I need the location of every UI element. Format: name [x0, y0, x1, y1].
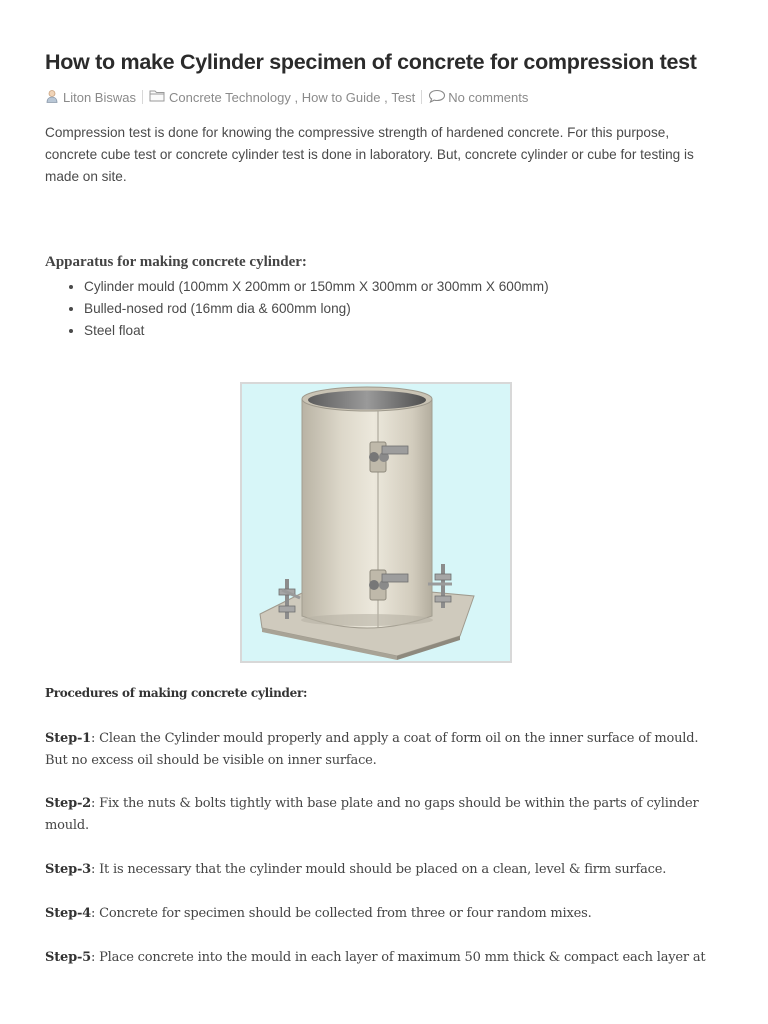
meta-divider: [142, 90, 143, 104]
step-paragraph: Step-3: It is necessary that the cylinder mould should be placed on a clean, level & firm surface.: [45, 862, 667, 877]
step-label: Step-1: [45, 731, 91, 746]
procedures-heading: Procedures of making concrete cylinder:: [45, 686, 308, 700]
comment-icon: [428, 89, 446, 106]
step-paragraph: Step-2: Fix the nuts & bolts tightly with base plate and no gaps should be within the parts of cylinder mould.: [45, 796, 699, 833]
step-text: Concrete for specimen should be collected from three or four random mixes.: [99, 906, 592, 921]
user-icon: [45, 89, 59, 106]
category-separator: ,: [290, 89, 302, 105]
cylinder-mould-image: [240, 382, 512, 663]
step-label: Step-3: [45, 862, 91, 877]
category-link[interactable]: Test: [391, 89, 416, 105]
intro-paragraph: Compression test is done for knowing the compressive strength of hardened concrete. For this purpose, concrete cube test or concrete cylinder test is done in laboratory. But, concrete cylinder or cube for testing is made on site.: [45, 125, 694, 184]
step-text: Fix the nuts & bolts tightly with base plate and no gaps should be within the parts of cylinder mould.: [45, 796, 699, 833]
step-label: Step-4: [45, 906, 91, 921]
step-label: Step-2: [45, 796, 91, 811]
meta-divider: [421, 90, 422, 104]
step-paragraph: Step-1: Clean the Cylinder mould properly and apply a coat of form oil on the inner surface of mould. But no excess oil should be visible on inner surface.: [45, 731, 699, 768]
apparatus-list: [45, 276, 549, 342]
list-item: • Steel float: [84, 320, 549, 342]
author-link[interactable]: Liton Biswas: [63, 89, 136, 105]
step-text: It is necessary that the cylinder mould should be placed on a clean, level & firm surface.: [99, 862, 667, 877]
step-label: Step-5: [45, 950, 91, 965]
article-title: How to make Cylinder specimen of concrete for compression test: [45, 50, 697, 74]
step-paragraph: Step-5: Place concrete into the mould in each layer of maximum 50 mm thick & compact each layer at: [45, 950, 706, 965]
step-text: Place concrete into the mould in each layer of maximum 50 mm thick & compact each layer at: [99, 950, 706, 965]
list-item: • Bulled-nosed rod (16mm dia & 600mm long): [84, 298, 549, 320]
apparatus-heading: Apparatus for making concrete cylinder:: [45, 254, 307, 270]
category-link[interactable]: How to Guide: [301, 89, 381, 105]
post-meta: [45, 88, 528, 106]
category-link[interactable]: Concrete Technology: [168, 89, 291, 105]
step-text: Clean the Cylinder mould properly and apply a coat of form oil on the inner surface of mould. But no excess oil should be visible on inner surface.: [45, 731, 699, 768]
step-paragraph: Step-4: Concrete for specimen should be collected from three or four random mixes.: [45, 906, 592, 921]
category-separator: ,: [380, 89, 392, 105]
folder-icon: [149, 89, 165, 105]
comments-link[interactable]: No comments: [448, 89, 529, 105]
list-item: • Cylinder mould (100mm X 200mm or 150mm X 300mm or 300mm X 600mm): [84, 276, 549, 298]
